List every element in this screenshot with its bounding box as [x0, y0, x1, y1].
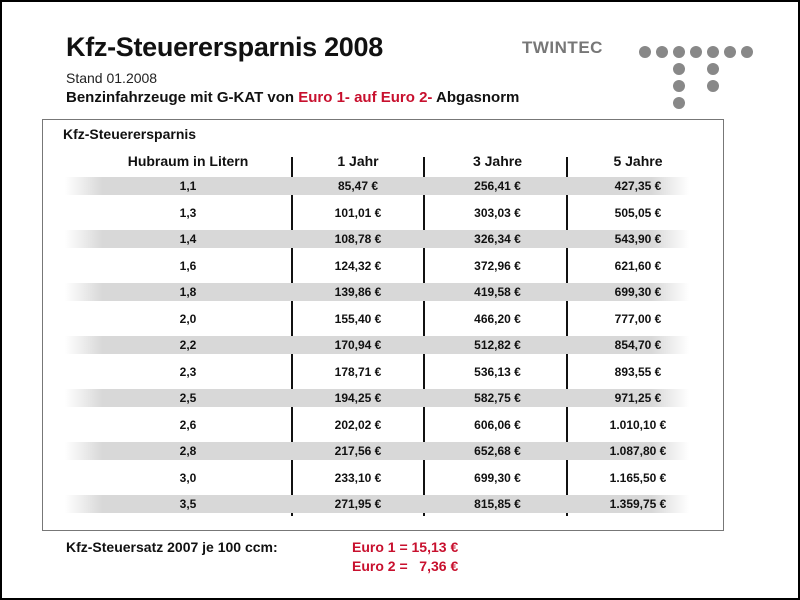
hubraum-cell: 2,3 — [179, 364, 197, 379]
table-row — [65, 495, 689, 513]
five-year-cell: 427,35 € — [614, 179, 662, 193]
five-year-cell: 893,55 € — [614, 364, 662, 379]
three-year-cell: 419,58 € — [474, 285, 521, 299]
five-year-cell: 1.165,50 € — [609, 470, 667, 485]
one-year-cell: 170,94 € — [334, 338, 382, 352]
hubraum-cell: 2,2 — [179, 338, 197, 352]
logo-dot — [673, 46, 685, 58]
table-row — [65, 257, 689, 275]
logo-dot — [724, 46, 736, 58]
logo-dot — [707, 80, 719, 92]
five-year-cell: 543,90 € — [614, 232, 662, 246]
one-year-cell: 194,25 € — [334, 391, 382, 405]
twintec-logo-text: TWINTEC — [522, 38, 603, 57]
five-year-cell: 699,30 € — [614, 285, 662, 299]
logo-dot — [673, 97, 685, 109]
one-year-cell: 271,95 € — [334, 497, 382, 511]
three-year-cell: 536,13 € — [474, 364, 521, 379]
logo-dot — [656, 46, 668, 58]
one-year-cell: 202,02 € — [334, 417, 382, 432]
logo-dot — [673, 80, 685, 92]
table-row — [65, 469, 689, 487]
one-year-cell: 108,78 € — [334, 232, 382, 246]
subtitle-text-end: Abgasnorm — [432, 89, 520, 106]
table-row — [65, 204, 689, 222]
hubraum-cell: 3,5 — [179, 497, 197, 511]
subtitle-text-start: Benzinfahrzeuge mit G-KAT von — [66, 89, 299, 106]
table-row — [65, 230, 689, 248]
three-year-cell: 512,82 € — [474, 338, 521, 352]
one-year-cell: 139,86 € — [334, 285, 382, 299]
table-row — [65, 283, 689, 301]
column-header-3-jahre: 3 Jahre — [472, 153, 523, 169]
three-year-cell: 256,41 € — [474, 179, 521, 193]
five-year-cell: 971,25 € — [614, 391, 662, 405]
three-year-cell: 652,68 € — [474, 444, 521, 458]
date-stamp: Stand 01.2008 — [66, 70, 158, 86]
three-year-cell: 303,03 € — [474, 205, 521, 220]
logo-dot — [690, 46, 702, 58]
hubraum-cell: 1,1 — [179, 179, 197, 193]
hubraum-cell: 2,8 — [179, 444, 197, 458]
logo-dot — [639, 46, 651, 58]
table-title: Kfz-Steuerersparnis — [63, 126, 197, 142]
logo-dot — [673, 63, 685, 75]
five-year-cell: 1.359,75 € — [609, 497, 667, 511]
three-year-cell: 699,30 € — [474, 470, 521, 485]
page-title: Kfz-Steuerersparnis 2008 — [66, 32, 383, 62]
hubraum-cell: 1,3 — [179, 205, 197, 220]
five-year-cell: 621,60 € — [614, 258, 662, 273]
table-row — [65, 389, 689, 407]
table-row — [65, 416, 689, 434]
tax-rate-euro1: Euro 1 = 15,13 € — [352, 539, 459, 555]
one-year-cell: 233,10 € — [334, 470, 382, 485]
three-year-cell: 815,85 € — [474, 497, 521, 511]
one-year-cell: 101,01 € — [334, 205, 382, 220]
column-header-hubraum: Hubraum in Litern — [127, 153, 249, 169]
three-year-cell: 466,20 € — [474, 311, 521, 326]
one-year-cell: 85,47 € — [337, 179, 379, 193]
five-year-cell: 1.087,80 € — [609, 444, 667, 458]
tax-rate-label: Kfz-Steuersatz 2007 je 100 ccm: — [66, 539, 278, 555]
five-year-cell: 777,00 € — [614, 311, 662, 326]
savings-table — [42, 119, 724, 531]
one-year-cell: 124,32 € — [334, 258, 382, 273]
one-year-cell: 155,40 € — [334, 311, 382, 326]
table-row — [65, 336, 689, 354]
hubraum-cell: 2,6 — [179, 417, 197, 432]
logo-dot — [707, 46, 719, 58]
table-row — [65, 177, 689, 195]
document-page — [2, 2, 798, 598]
hubraum-cell: 2,5 — [179, 391, 197, 405]
page-subtitle — [66, 89, 519, 106]
hubraum-cell: 3,0 — [179, 470, 197, 485]
table-row — [65, 363, 689, 381]
column-header-5-jahre: 5 Jahre — [613, 153, 663, 169]
column-header-1-jahr: 1 Jahr — [337, 153, 379, 169]
five-year-cell: 1.010,10 € — [609, 417, 667, 432]
one-year-cell: 178,71 € — [334, 364, 382, 379]
one-year-cell: 217,56 € — [334, 444, 382, 458]
hubraum-cell: 1,6 — [179, 258, 197, 273]
tax-rate-euro2: Euro 2 = 7,36 € — [352, 558, 459, 574]
three-year-cell: 582,75 € — [474, 391, 521, 405]
hubraum-cell: 2,0 — [179, 311, 197, 326]
hubraum-cell: 1,8 — [179, 285, 197, 299]
logo-dot — [741, 46, 753, 58]
three-year-cell: 326,34 € — [474, 232, 521, 246]
hubraum-cell: 1,4 — [179, 232, 197, 246]
table-row — [65, 442, 689, 460]
logo-dot — [707, 63, 719, 75]
five-year-cell: 854,70 € — [614, 338, 662, 352]
subtitle-euro-norms: Euro 1- auf Euro 2- — [298, 89, 433, 106]
table-row — [65, 310, 689, 328]
three-year-cell: 372,96 € — [474, 258, 521, 273]
three-year-cell: 606,06 € — [474, 417, 521, 432]
five-year-cell: 505,05 € — [614, 205, 662, 220]
